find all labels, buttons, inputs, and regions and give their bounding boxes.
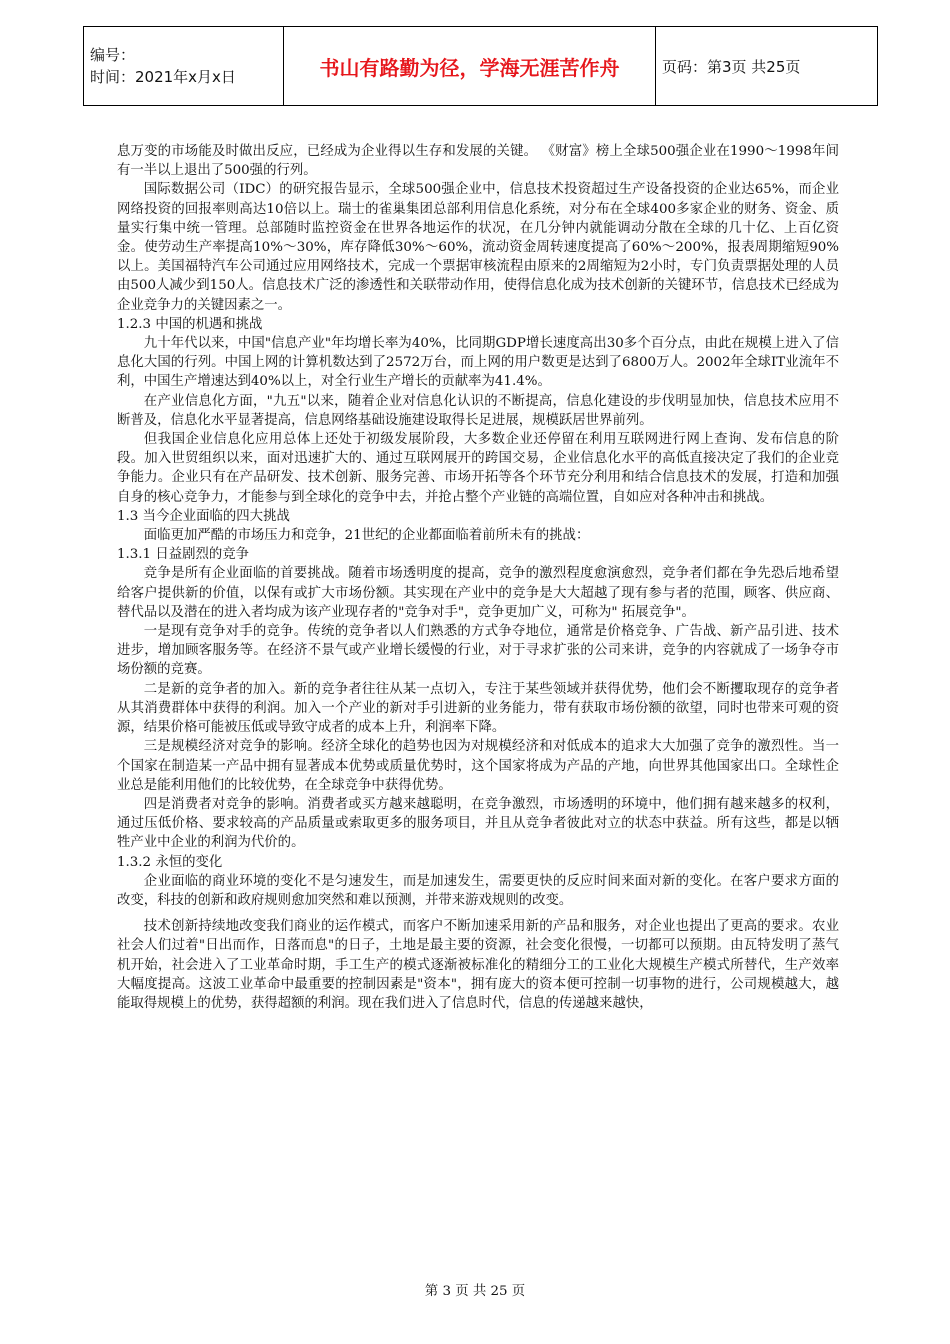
paragraph: 在产业信息化方面，"九五"以来，随着企业对信息化认识的不断提高，信息化建设的步伐明显加快，信息技术应用不断普及，信息化水平显著提高，信息网络基础设施建设取得长足进展，规模跃居世界前列。 [117, 393, 839, 428]
page-code-text: 页码：第3页 共25页 [662, 57, 801, 76]
paragraph: 竞争是所有企业面临的首要挑战。随着市场透明度的提高，竞争的激烈程度愈演愈烈，竞争者们都在争先恐后地希望给客户提供新的价值，以保有或扩大市场份额。其实现在产业中的竞争是大大超越了现有参与者的范围，顾客、供应商、替代品以及潜在的进入者均成为该产业现存者的"竞争对手"，竞争更加广义，可称为" 拓展竞争"。 [117, 566, 839, 620]
paragraph: 技术创新持续地改变我们商业的运作模式，而客户不断加速采用新的产品和服务，对企业也提出了更高的要求。农业社会人们过着"日出而作，日落而息"的日子，土地是最主要的资源，社会变化很慢，一切都可以预期。由瓦特发明了蒸气机开始，社会进入了工业革命时期，手工生产的模式逐渐被标准化的精细分工的工业化大规模生产模式所替代，生产效率大幅度提高。这波工业革命中最重要的控制因素是"资本"，拥有庞大的资本便可控制一切事物的进行，公司规模越大，越能取得规模上的优势，获得超额的利润。现在我们进入了信息时代，信息的传递越来越快， [117, 919, 839, 1011]
paragraph: 但我国企业信息化应用总体上还处于初级发展阶段，大多数企业还停留在利用互联网进行网上查询、发布信息的阶段。加入世贸组织以来，面对迅速扩大的、通过互联网展开的跨国交易，企业信息化水平的高低直接决定了我们的企业竞争能力。企业只有在产品研发、技术创新、服务完善、市场开拓等各个环节充分利用和结合信息技术的发展，打造和加强自身的核心竞争力，才能参与到全球化的竞争中去，并抢占整个产业链的高端位置，自如应对各种冲击和挑战。 [117, 432, 839, 505]
section-heading: 1.2.3 中国的机遇和挑战 [117, 316, 263, 332]
time-label: 时间：2021年x月x日 [90, 68, 236, 86]
section-heading: 1.3 当今企业面临的四大挑战 [117, 508, 290, 524]
section-heading: 1.3.1 日益剧烈的竞争 [117, 547, 250, 563]
paragraph: 二是新的竞争者的加入。新的竞争者往往从某一点切入，专注于某些领域并获得优势，他们会不断攫取现存的竞争者从其消费群体中获得的利润。加入一个产业的新对手引进新的业务能力，带有获取市场份额的欲望，同时也带来可观的资源，结果价格可能被压低或导致守成者的成本上升，利润率下降。 [117, 681, 839, 736]
paragraph: 一是现有竞争对手的竞争。传统的竞争者以人们熟悉的方式争夺地位，通常是价格竞争、广告战、新产品引进、技术进步，增加顾客服务等。在经济不景气或产业增长缓慢的行业，对于寻求扩张的公司来讲，竞争的内容就成了一场争夺市场份额的竞赛。 [117, 624, 839, 678]
paragraph: 企业面临的商业环境的变化不是匀速发生，而是加速发生，需要更快的反应时间来面对新的变化。在客户要求方面的改变，科技的创新和政府规则愈加突然和难以预测，并带来游戏规则的改变。 [117, 873, 839, 908]
number-label: 编号： [90, 46, 136, 64]
page-header [83, 26, 878, 106]
paragraph: 三是规模经济对竞争的影响。经济全球化的趋势也因为对规模经济和对低成本的追求大大加强了竞争的激烈性。当一个国家在制造某一产品中拥有显著成本优势或质量优势时，这个国家将成为产品的产地，向世界其他国家出口。全球性企业总是能利用他们的比较优势，在全球竞争中获得优势。 [117, 739, 839, 793]
header-meta [84, 27, 284, 105]
paragraph: 国际数据公司（IDC）的研究报告显示，全球500强企业中，信息技术投资超过生产设备投资的企业达65%，而企业网络投资的回报率则高达10倍以上。瑞士的雀巢集团总部利用信息化系统，对分布在全球400多家企业的财务、资金、质量实行集中统一管理。总部随时监控资金在世界各地运作的状况，在几分钟内就能调动分散在全球的几十亿、上百亿资金。使劳动生产率提高10%～30%，库存降低30%～60%，流动资金周转速度提高了60%～200%，报表周期缩短90%以上。美国福特汽车公司通过应用网络技术，完成一个票据审核流程由原来的2周缩短为2小时，专门负责票据处理的人员由500人减少到150人。信息技术广泛的渗透性和关联带动作用，使得信息化成为技术创新的关键环节，信息技术已经成为企业竞争力的关键因素之一。 [117, 182, 839, 313]
document-body [117, 142, 839, 1013]
page-footer: 第 3 页 共 25 页 [424, 1284, 526, 1299]
section-heading: 1.3.2 永恒的变化 [117, 854, 223, 870]
motto-text: 书山有路勤为径，学海无涯苦作舟 [319, 55, 620, 80]
paragraph: 四是消费者对竞争的影响。消费者或买方越来越聪明，在竞争激烈，市场透明的环境中，他们拥有越来越多的权利，通过压低价格、要求较高的产品质量或索取更多的服务项目，并且从竞争者彼此对立的状态中获益。所有这些，都是以牺牲产业中企业的利润为代价的。 [117, 796, 839, 851]
paragraph: 九十年代以来，中国"信息产业"年均增长率为40%，比同期GDP增长速度高出30多个百分点，由此在规模上进入了信息化大国的行列。中国上网的计算机数达到了2572万台，而上网的用户数更是达到了6800万人。2002年全球IT业流年不利，中国生产增速达到40%以上，对全行业生产增长的贡献率为41.4%。 [117, 336, 839, 390]
paragraph: 面临更加严酷的市场压力和竞争，21世纪的企业都面临着前所未有的挑战： [143, 528, 590, 544]
header-page-code [656, 27, 877, 105]
paragraph: 息万变的市场能及时做出反应，已经成为企业得以生存和发展的关键。 《财富》榜上全球500强企业在1990～1998年间有一半以上退出了500强的行列。 [117, 144, 839, 179]
header-motto [284, 27, 656, 105]
